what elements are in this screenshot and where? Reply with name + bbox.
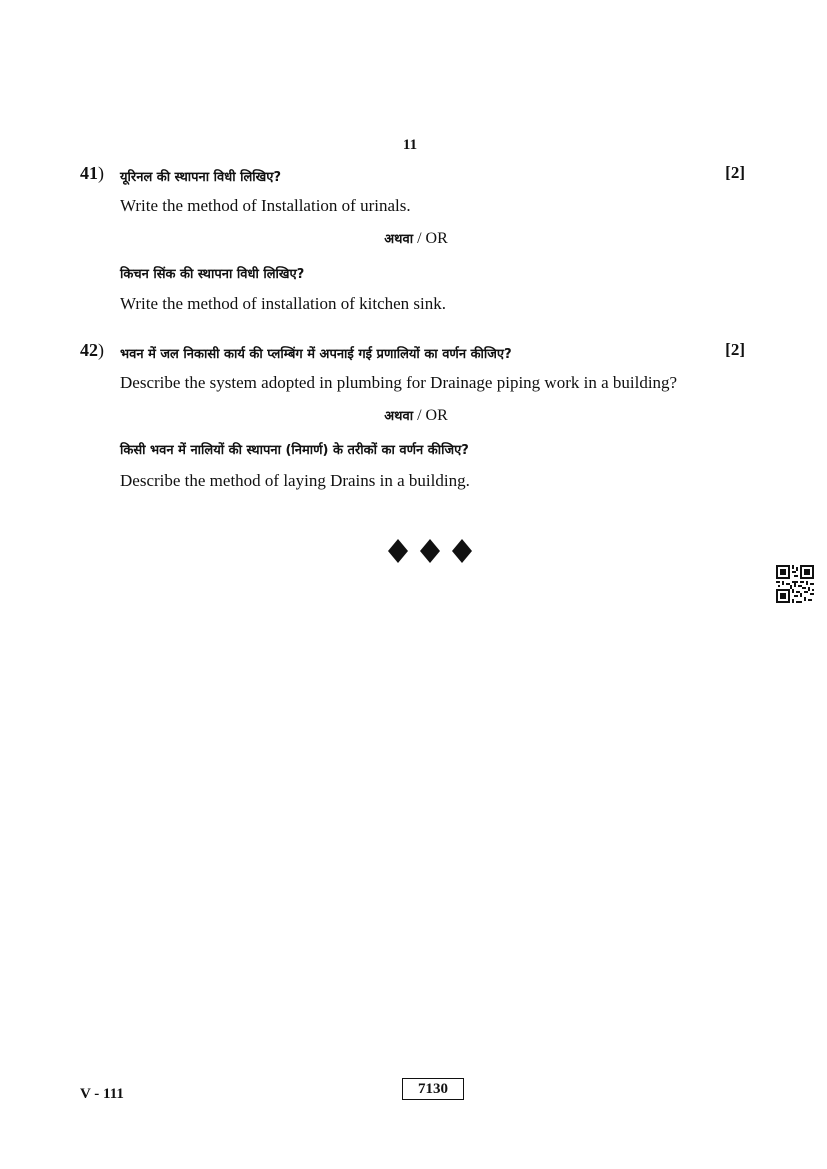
end-of-paper-diamonds-icon [386,538,476,564]
diamond-icon [420,539,440,563]
question-english-text: Write the method of Installation of urinals. [120,196,411,215]
alternative-english-text: Describe the method of laying Drains in a building. [120,471,470,490]
paper-code: V - 111 [80,1086,124,1102]
or-separator: अथवा / OR [384,407,448,424]
alternative-hindi-text: किचन सिंक की स्थापना विधी लिखिए? [120,267,305,282]
qr-code-icon [776,565,814,603]
page-code-box: 7130 [402,1078,464,1100]
diamond-icon [452,539,472,563]
marks-label: [2] [725,163,745,182]
question-english-text: Describe the system adopted in plumbing for Drainage piping work in a building? [120,373,678,392]
alternative-english-text: Write the method of installation of kitchen sink. [120,294,447,313]
question-number: 41) [80,163,104,183]
marks-label: [2] [725,340,745,359]
question-hindi-text: यूरिनल की स्थापना विधी लिखिए? [120,170,282,185]
diamond-icon [388,539,408,563]
page-number: 11 [402,137,418,153]
question-hindi-text: भवन में जल निकासी कार्य की प्लम्बिंग में अपनाई गई प्रणालियों का वर्णन कीजिए? [120,347,512,362]
alternative-hindi-text: किसी भवन में नालियों की स्थापना (निमार्ण) के तरीकों का वर्णन कीजिए? [120,443,469,458]
question-number: 42) [80,340,104,360]
or-separator: अथवा / OR [384,230,448,247]
